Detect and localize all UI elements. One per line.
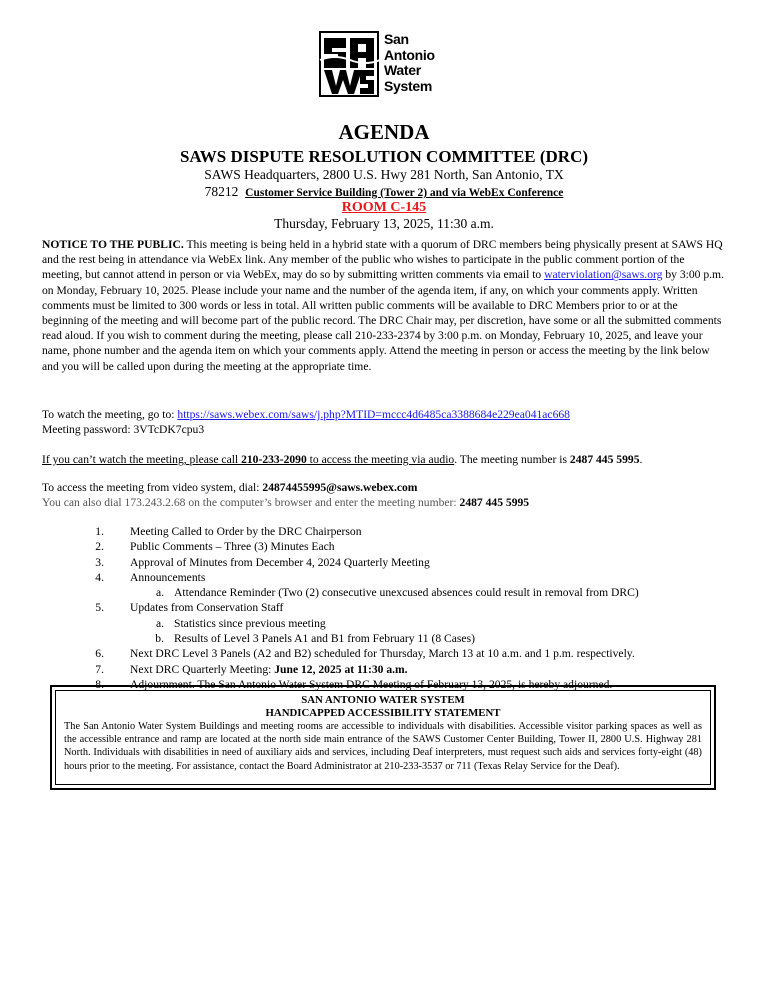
statement-subtitle: HANDICAPPED ACCESSIBILITY STATEMENT [265, 707, 501, 719]
agenda-item-text [174, 617, 326, 630]
logo-line: System [384, 77, 433, 94]
video-text: To access the meeting from video system, dial: [42, 481, 263, 494]
agenda-subitem [42, 632, 732, 647]
agenda-item-number: a. [155, 586, 164, 600]
agenda-subitem [42, 617, 732, 632]
agenda-item-text [130, 601, 283, 614]
agenda-item-text [130, 556, 430, 569]
agenda-item-number: 4. [95, 570, 104, 584]
browser-line [42, 496, 529, 509]
statement-body: The San Antonio Water System Buildings and meeting rooms are accessible to individuals with disabilities. Accessible visitor parking spaces as well as the accessible entrance and ramp are located at the north side main entrance of the SAWS Customer Center Building, Tower II, 2800 U.S. Highway 281 North. Individuals with disabilities in need of auxiliary aids and services, including Deaf interpreters, must request such aids and services forty-eight (48) hours prior to the meeting. For assistance, contact the Board Administrator at 210-233-3537 or 711 (Texas Relay Service for the Deaf). [64, 721, 702, 772]
watch-label: To watch the meeting, go to: [42, 408, 178, 421]
agenda-item [42, 540, 732, 555]
agenda-item-label: Statistics since previous meeting [174, 616, 326, 630]
building-name: Customer Service Building (Tower 2) and via WebEx Conference [245, 187, 564, 199]
browser-text: You can also dial 173.243.2.68 on the computer’s browser and enter the meeting number: [42, 496, 460, 509]
audio-text-2: to access the meeting via audio [306, 453, 455, 466]
agenda-item-label: Adjournment. The San Antonio Water System DRC Meeting of February 13, 2025, is hereby adjourned. [130, 677, 613, 691]
agenda-item [42, 601, 732, 616]
agenda-list [42, 525, 732, 693]
address-line-2 [0, 184, 768, 200]
webex-link[interactable]: https://saws.webex.com/saws/j.php?MTID=mccc4d6485ca3388684e229ea041ac668 [177, 408, 570, 421]
browser-meeting-number: 2487 445 5995 [459, 496, 530, 509]
public-notice [42, 237, 726, 374]
logo-wordmark [384, 32, 435, 94]
agenda-item-label: Next DRC Quarterly Meeting: [130, 662, 275, 676]
agenda-item-label: Approval of Minutes from December 4, 2024 Quarterly Meeting [130, 555, 430, 569]
agenda-item-number: 7. [95, 662, 104, 676]
video-line [42, 481, 417, 494]
logo-line: Antonio [384, 46, 435, 63]
agenda-item-number: b. [155, 632, 164, 646]
agenda-item-number: 2. [95, 540, 104, 554]
audio-text-3: . The meeting number is [454, 453, 570, 466]
agenda-item-label: Updates from Conservation Staff [130, 601, 284, 615]
agenda-item-text [130, 647, 635, 660]
agenda-item-label: Attendance Reminder (Two (2) consecutive unexcused absences could result in removal from DRC) [174, 586, 639, 600]
agenda-item-number: 1. [95, 525, 104, 538]
audio-end: . [639, 453, 643, 466]
agenda-item-number: 6. [95, 647, 104, 661]
agenda-item-number: 5. [95, 601, 104, 615]
agenda-item-text [130, 540, 335, 553]
zip-code: 78212 [204, 184, 239, 199]
agenda-item-number: a. [155, 616, 164, 630]
agenda-item [42, 556, 732, 571]
agenda-item-label: Next DRC Level 3 Panels (A2 and B2) scheduled for Thursday, March 13 at 10 a.m. and 1 p.m. respectively. [130, 647, 635, 661]
email-link[interactable]: waterviolation@saws.org [544, 268, 663, 282]
agenda-item [42, 525, 732, 540]
agenda-item-text [130, 525, 362, 538]
meeting-number: 2487 445 5995 [569, 453, 640, 466]
agenda-item-label: Meeting Called to Order by the DRC Chairperson [130, 525, 362, 538]
video-address: 24874455995@saws.webex.com [262, 481, 418, 494]
saws-logo [318, 30, 450, 102]
page-title: AGENDA [338, 120, 430, 144]
agenda-item [42, 571, 732, 586]
saws-logo-icon [318, 30, 380, 98]
meeting-datetime: Thursday, February 13, 2025, 11:30 a.m. [274, 216, 494, 231]
meeting-password: Meeting password: 3VTcDK7cpu3 [42, 423, 205, 436]
address-line: SAWS Headquarters, 2800 U.S. Hwy 281 North, San Antonio, TX [204, 167, 564, 182]
agenda-item [42, 647, 732, 662]
audio-line [42, 453, 642, 466]
notice-text-2: by 3:00 p.m. on Monday, February 10, 2025. Please include your name and the number of the agenda item, if any, on which your comments apply. Written comments must be limited to 300 words or less in total. All written public comments will be available to DRC Members prior to or at the beginning of the meeting and will become part of the public record. The DRC Chair may, per discretion, have some or all the submitted comments read aloud. If you wish to comment during the meeting, please call 210-233-2374 by 3:00 p.m. on Monday, February 10, 2025, and leave your name, phone number and the agenda item on which your comments apply. Attend the meeting in person or access the meeting by the link below and you will be called upon during the meeting at the appropriate time. [42, 268, 724, 373]
logo-line: San [384, 31, 409, 47]
agenda-item-label: Results of Level 3 Panels A1 and B1 from February 11 (8 Cases) [174, 632, 475, 646]
agenda-item-text [174, 632, 475, 645]
agenda-item-text [130, 571, 205, 584]
agenda-item-number: 3. [95, 555, 104, 569]
agenda-item-text [130, 663, 408, 676]
notice-lead: NOTICE TO THE PUBLIC. [42, 238, 184, 251]
notice-text: This meeting is being held in a hybrid state with a quorum of DRC members being physically present at SAWS HQ and the rest being in attendance via WebEx link. Any member of the public who wishes to participate in the public comment portion of the meeting, but cannot attend in person or via WebEx, may do so by submitting written comments via email to [42, 238, 723, 282]
agenda-item [42, 663, 732, 678]
watch-line [42, 408, 570, 421]
audio-text: If you can’t watch the meeting, please call [42, 453, 242, 466]
agenda-item-label: Public Comments – Three (3) Minutes Each [130, 540, 335, 554]
logo-line: Water [384, 62, 421, 78]
agenda-item-text [174, 586, 639, 599]
audio-phone: 210-233-2090 [241, 453, 307, 466]
agenda-item-label: Announcements [130, 570, 206, 584]
committee-name: SAWS DISPUTE RESOLUTION COMMITTEE (DRC) [179, 147, 589, 166]
statement-title: SAN ANTONIO WATER SYSTEM [301, 694, 465, 706]
agenda-subitem [42, 586, 732, 601]
room-number: ROOM C-145 [341, 200, 427, 215]
agenda-item-emphasis: June 12, 2025 at 11:30 a.m. [274, 662, 408, 676]
agenda-item-number: 8. [95, 677, 104, 691]
accessibility-statement [50, 685, 716, 790]
